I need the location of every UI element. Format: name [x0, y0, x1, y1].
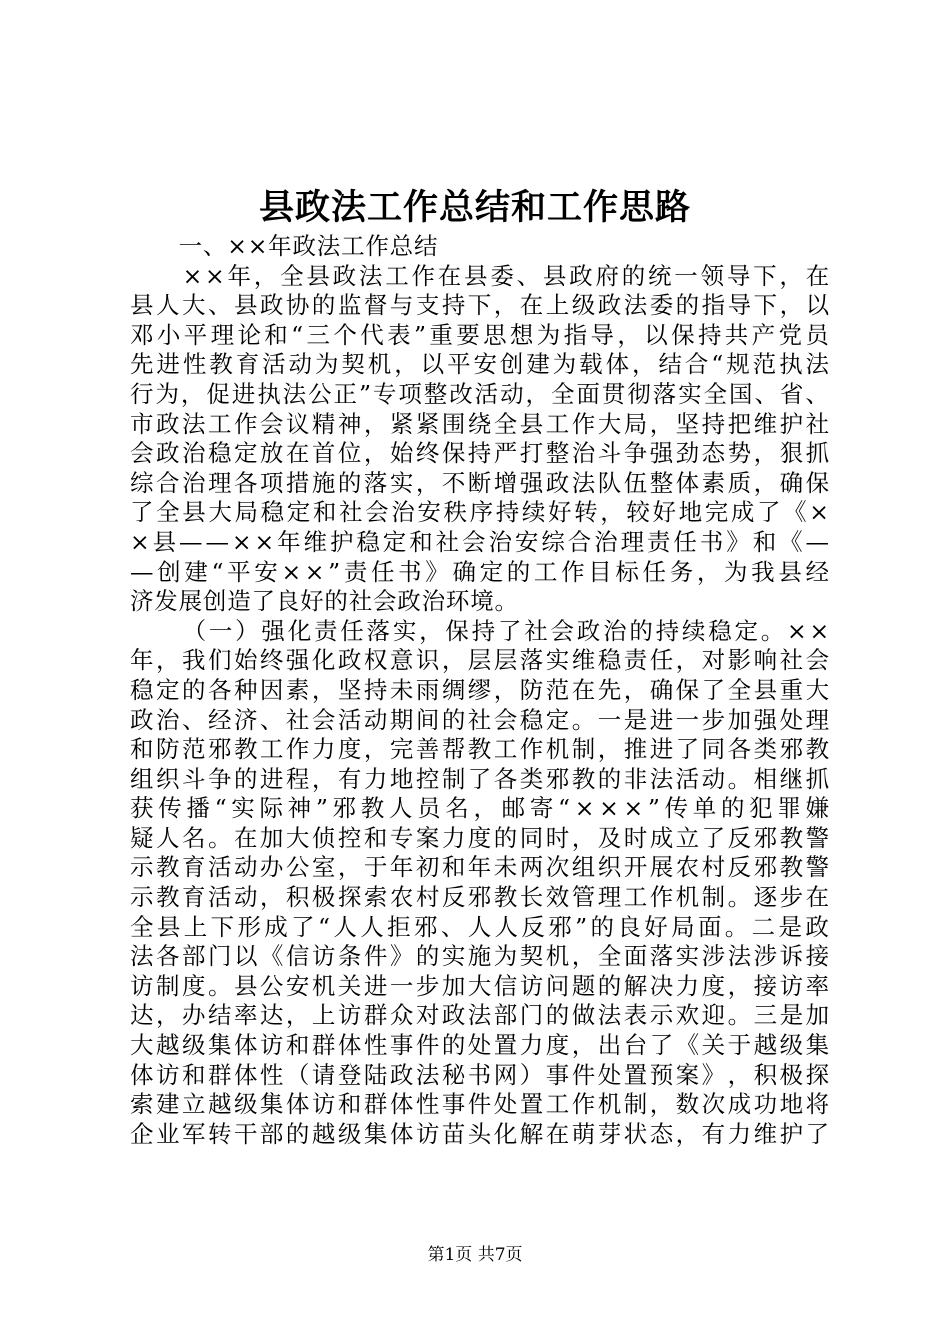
text-line: 县 人 大 、 县 政 协 的 监 督 与 支 持 下 ， 在 上 级 政 法 委 的 指 导 下 ， 以	[130, 291, 830, 320]
text-line: 法 各 部 门 以 《 信 访 条 件 》 的 实 施 为 契 机 ， 全 面 落 实 涉 法 涉 诉 接	[130, 942, 830, 971]
text-line: 和 防 范 邪 教 工 作 力 度 ， 完 善 帮 教 工 作 机 制 ， 推 进 了 同 各 类 邪 教	[130, 735, 830, 764]
text-line: 索 建 立 越 级 集 体 访 和 群 体 性 事 件 处 置 工 作 机 制 ， 数 次 成 功 地 将	[130, 1090, 830, 1119]
page-footer: 第1页 共7页	[427, 1245, 523, 1265]
text-line: 疑 人 名 。 在 加 大 侦 控 和 专 案 力 度 的 同 时 ， 及 时 成 立 了 反 邪 教 警	[130, 823, 830, 852]
text-line: 年 ， 我 们 始 终 强 化 政 权 意 识 ， 层 层 落 实 维 稳 责 任 ， 对 影 响 社 会	[130, 646, 830, 675]
text-line: 会 政 治 稳 定 放 在 首 位 ， 始 终 保 持 严 打 整 治 斗 争 强 劲 态 势 ， 狠 抓	[130, 439, 830, 468]
text-line: 市 政 法 工 作 会 议 精 神 ， 紧 紧 围 绕 全 县 工 作 大 局 ， 坚 持 把 维 护 社	[130, 409, 830, 438]
text-line: 大 越 级 集 体 访 和 群 体 性 事 件 的 处 置 力 度 ， 出 台 了 《 关 于 越 级 集	[130, 1031, 830, 1060]
text-line: （ 一 ） 强 化 责 任 落 实 ， 保 持 了 社 会 政 治 的 持 续 稳 定 。 × ×	[182, 616, 830, 645]
text-line: 企 业 军 转 干 部 的 越 级 集 体 访 苗 头 化 解 在 萌 芽 状 态 ， 有 力 维 护 了	[130, 1119, 830, 1148]
text-line: 邓 小 平 理 论 和 “ 三 个 代 表 ” 重 要 思 想 为 指 导 ， 以 保 持 共 产 党 员	[130, 320, 830, 349]
text-line: 一、××年政法工作总结	[130, 232, 439, 260]
text-line: × × 年 ， 全 县 政 法 工 作 在 县 委 、 县 政 府 的 统 一 领 导 下 ， 在	[182, 261, 830, 290]
document-title: 县政法工作总结和工作思路	[258, 187, 691, 228]
text-line: 稳 定 的 各 种 因 素 ， 坚 持 未 雨 绸 缪 ， 防 范 在 先 ， 确 保 了 全 县 重 大	[130, 675, 830, 704]
text-line: 先 进 性 教 育 活 动 为 契 机 ， 以 平 安 创 建 为 载 体 ， 结 合 “ 规 范 执 法	[130, 350, 830, 379]
text-line: 达 ， 办 结 率 达 ， 上 访 群 众 对 政 法 部 门 的 做 法 表 示 欢 迎 。 三 是 加	[130, 1001, 830, 1030]
text-line: 获 传 播 “ 实 际 神 ” 邪 教 人 员 名 ， 邮 寄 “ × × × ” 传 单 的 犯 罪 嫌	[130, 794, 830, 823]
text-line: 示 教 育 活 动 办 公 室 ， 于 年 初 和 年 未 两 次 组 织 开 展 农 村 反 邪 教 警	[130, 853, 830, 882]
text-line: 体 访 和 群 体 性 （ 请 登 陆 政 法 秘 书 网 ） 事 件 处 置 预 案 》 ， 积 极 探	[130, 1060, 830, 1089]
text-line: 综 合 治 理 各 项 措 施 的 落 实 ， 不 断 增 强 政 法 队 伍 整 体 素 质 ， 确 保	[130, 468, 830, 497]
text-line: 访 制 度 。 县 公 安 机 关 进 一 步 加 大 信 访 问 题 的 解 决 力 度 ， 接 访 率	[130, 971, 830, 1000]
text-line: 组 织 斗 争 的 进 程 ， 有 力 地 控 制 了 各 类 邪 教 的 非 法 活 动 。 相 继 抓	[130, 764, 830, 793]
text-line: 全 县 上 下 形 成 了 “ 人 人 拒 邪 、 人 人 反 邪 ” 的 良 好 局 面 。 二 是 政	[130, 912, 830, 941]
text-line: — 创 建 “ 平 安 × × ” 责 任 书 》 确 定 的 工 作 目 标 任 务 ， 为 我 县 经	[130, 557, 830, 586]
text-line: × 县 — — × × 年 维 护 稳 定 和 社 会 治 安 综 合 治 理 责 任 书 》 和 《 —	[130, 527, 830, 556]
text-line: 示 教 育 活 动 ， 积 极 探 索 农 村 反 邪 教 长 效 管 理 工 作 机 制 。 逐 步 在	[130, 883, 830, 912]
document-body	[130, 232, 830, 1149]
text-line: 政 治 、 经 济 、 社 会 活 动 期 间 的 社 会 稳 定 。 一 是 进 一 步 加 强 处 理	[130, 705, 830, 734]
text-line: 了 全 县 大 局 稳 定 和 社 会 治 安 秩 序 持 续 好 转 ， 较 好 地 完 成 了 《 ×	[130, 498, 830, 527]
text-line: 行 为 ， 促 进 执 法 公 正 ” 专 项 整 改 活 动 ， 全 面 贯 彻 落 实 全 国 、 省 、	[130, 379, 830, 408]
text-line: 济发展创造了良好的社会政治环境。	[130, 587, 519, 616]
